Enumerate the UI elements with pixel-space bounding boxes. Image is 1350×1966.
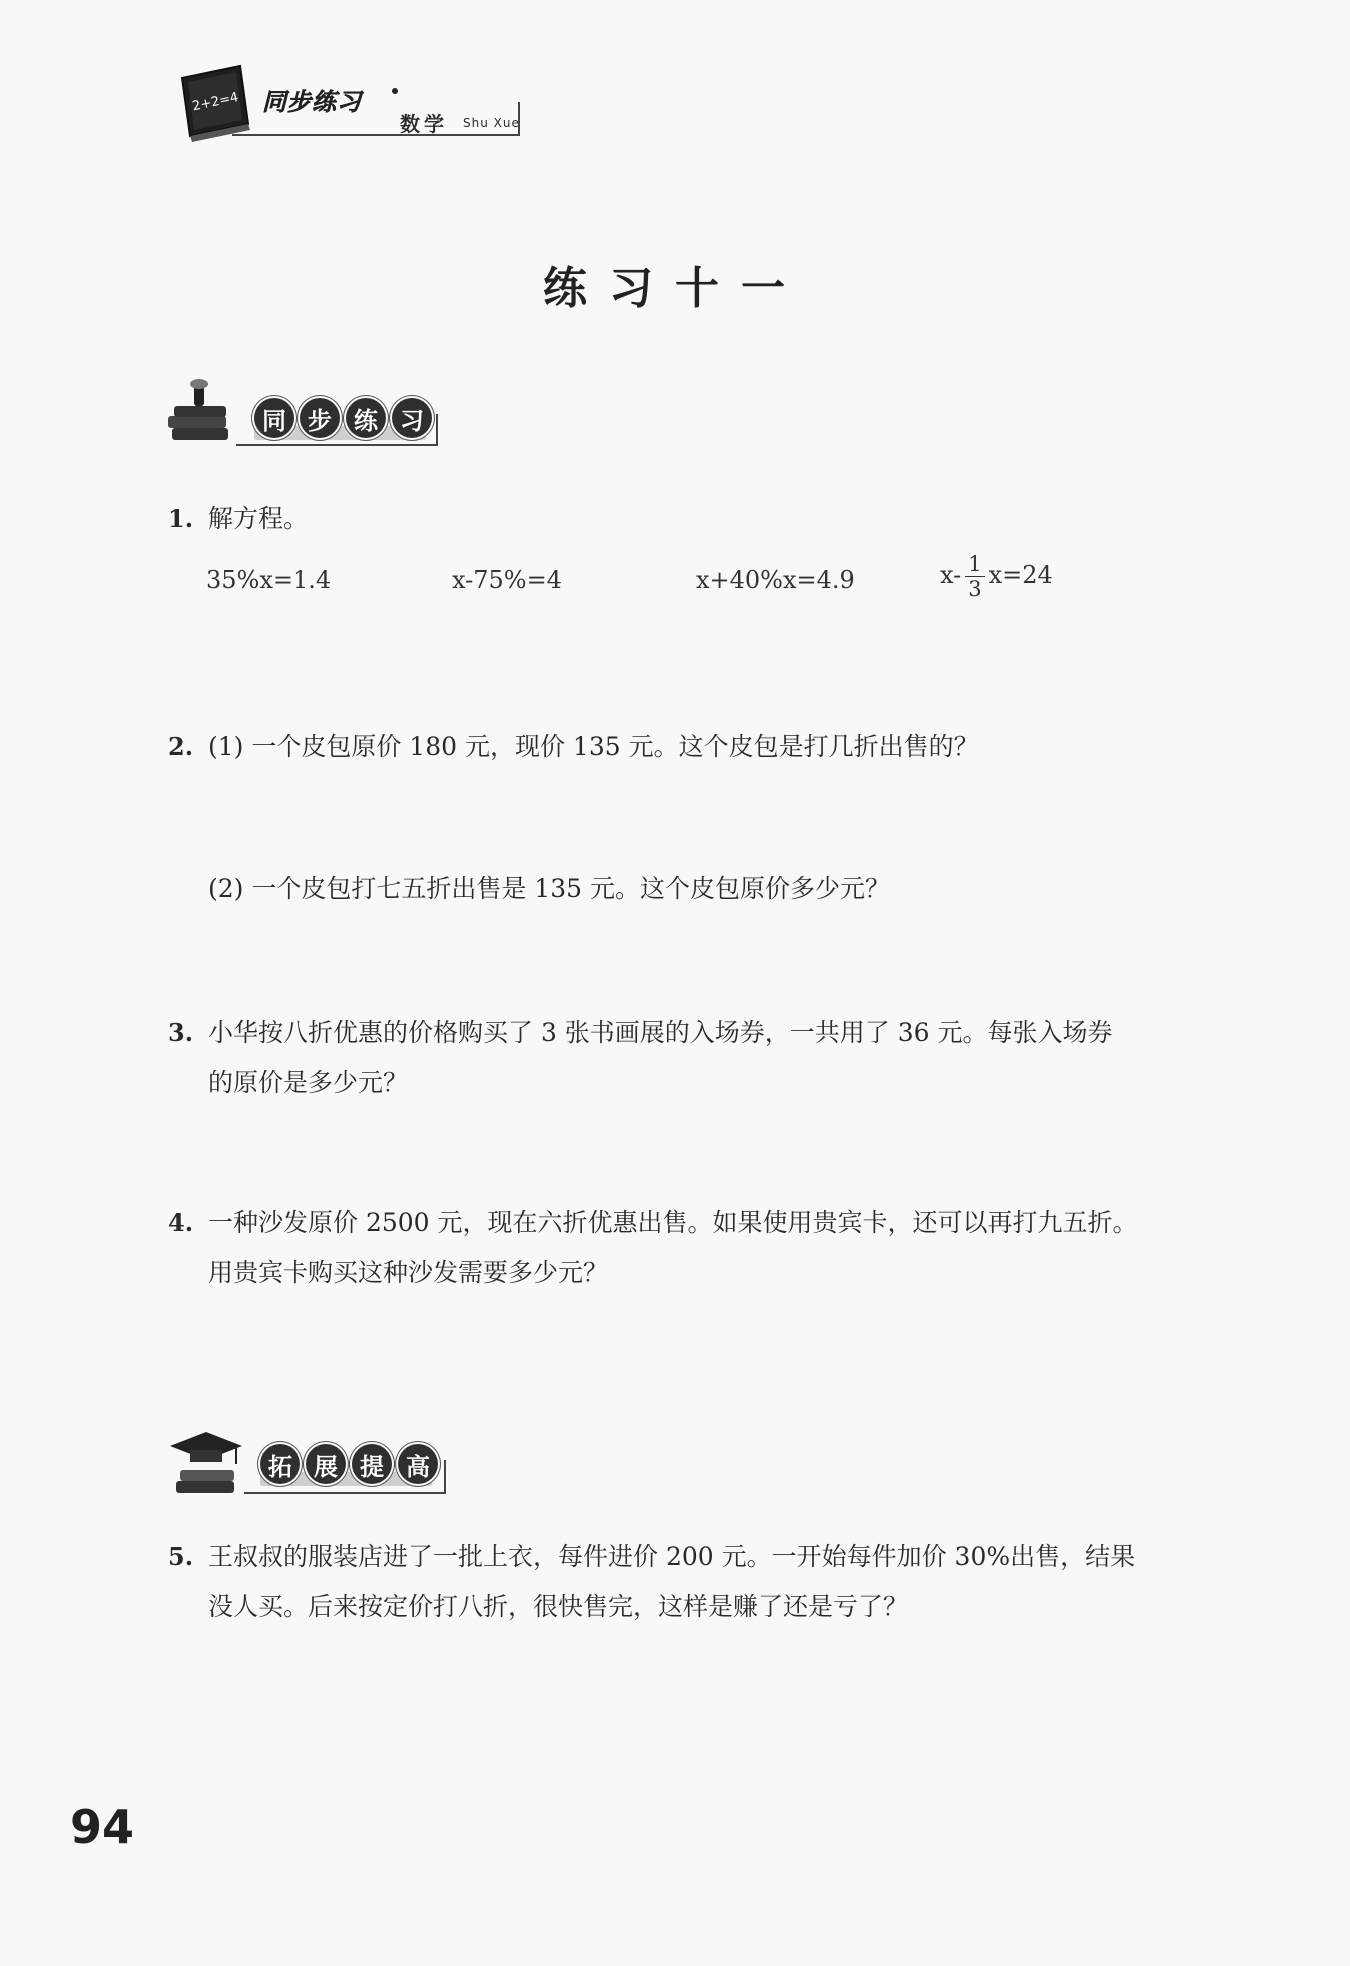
equation-2: x-75%=4 [452, 566, 562, 594]
banner-char: 同 [254, 398, 294, 438]
fraction-numerator: 1 [965, 552, 984, 577]
question-line-2: 用贵宾卡购买这种沙发需要多少元？ [208, 1258, 609, 1287]
equation-4-left: x- [940, 561, 962, 589]
question-text: 解方程。 [208, 504, 309, 533]
series-title: 同步练习 [262, 88, 362, 116]
question-1 [0, 494, 1350, 544]
question-number: 2. [168, 732, 194, 761]
banner-chips [260, 1444, 438, 1484]
subject-label: 数学 [400, 112, 448, 136]
chalkboard-text: 2+2=4 [191, 90, 240, 115]
banner-char: 习 [392, 398, 432, 438]
equation-4 [940, 552, 1053, 601]
graduation-cap-books-icon [166, 1424, 246, 1504]
question-3 [0, 1008, 1350, 1108]
banner-char: 步 [300, 398, 340, 438]
question-number: 5. [168, 1542, 194, 1571]
page-title: 练习十一 [543, 263, 807, 314]
question-4 [0, 1198, 1350, 1298]
question-2 [0, 722, 1350, 772]
question-line-2: 的原价是多少元？ [208, 1068, 409, 1097]
header-dot [392, 88, 398, 94]
question-5 [0, 1532, 1350, 1632]
fraction-denominator: 3 [968, 577, 982, 601]
section-banner-sync [166, 378, 438, 442]
books-lamp-icon [166, 378, 238, 458]
equation-4-right: x=24 [988, 561, 1053, 589]
equation-3: x+40%x=4.9 [696, 566, 855, 594]
banner-char: 提 [352, 1444, 392, 1484]
question-number: 1. [168, 504, 194, 533]
question-line-1: 王叔叔的服装店进了一批上衣，每件进价 200 元。一开始每件加价 30%出售，结果 [208, 1542, 1136, 1571]
section-banner-extend [166, 1424, 446, 1488]
banner-char: 拓 [260, 1444, 300, 1484]
page-number: 94 [70, 1800, 135, 1854]
banner-char: 高 [398, 1444, 438, 1484]
banner-char: 练 [346, 398, 386, 438]
question-number: 3. [168, 1018, 194, 1047]
question-2-part-2 [0, 864, 1350, 914]
chalkboard-icon [178, 62, 252, 142]
question-line-2: 没人买。后来按定价打八折，很快售完，这样是赚了还是亏了？ [208, 1592, 909, 1621]
banner-char: 展 [306, 1444, 346, 1484]
question-part-2: (2) 一个皮包打七五折出售是 135 元。这个皮包原价多少元？ [208, 874, 890, 903]
equation-1: 35%x=1.4 [206, 566, 332, 594]
fraction [965, 552, 984, 601]
question-number: 4. [168, 1208, 194, 1237]
banner-chips [254, 398, 432, 438]
question-line-1: 小华按八折优惠的价格购买了 3 张书画展的入场券，一共用了 36 元。每张入场券 [208, 1018, 1113, 1047]
subject-pinyin: Shu Xue [463, 116, 520, 130]
question-line-1: 一种沙发原价 2500 元，现在六折优惠出售。如果使用贵宾卡，还可以再打九五折。 [208, 1208, 1138, 1237]
question-part-1: (1) 一个皮包原价 180 元，现价 135 元。这个皮包是打几折出售的？ [208, 732, 979, 761]
